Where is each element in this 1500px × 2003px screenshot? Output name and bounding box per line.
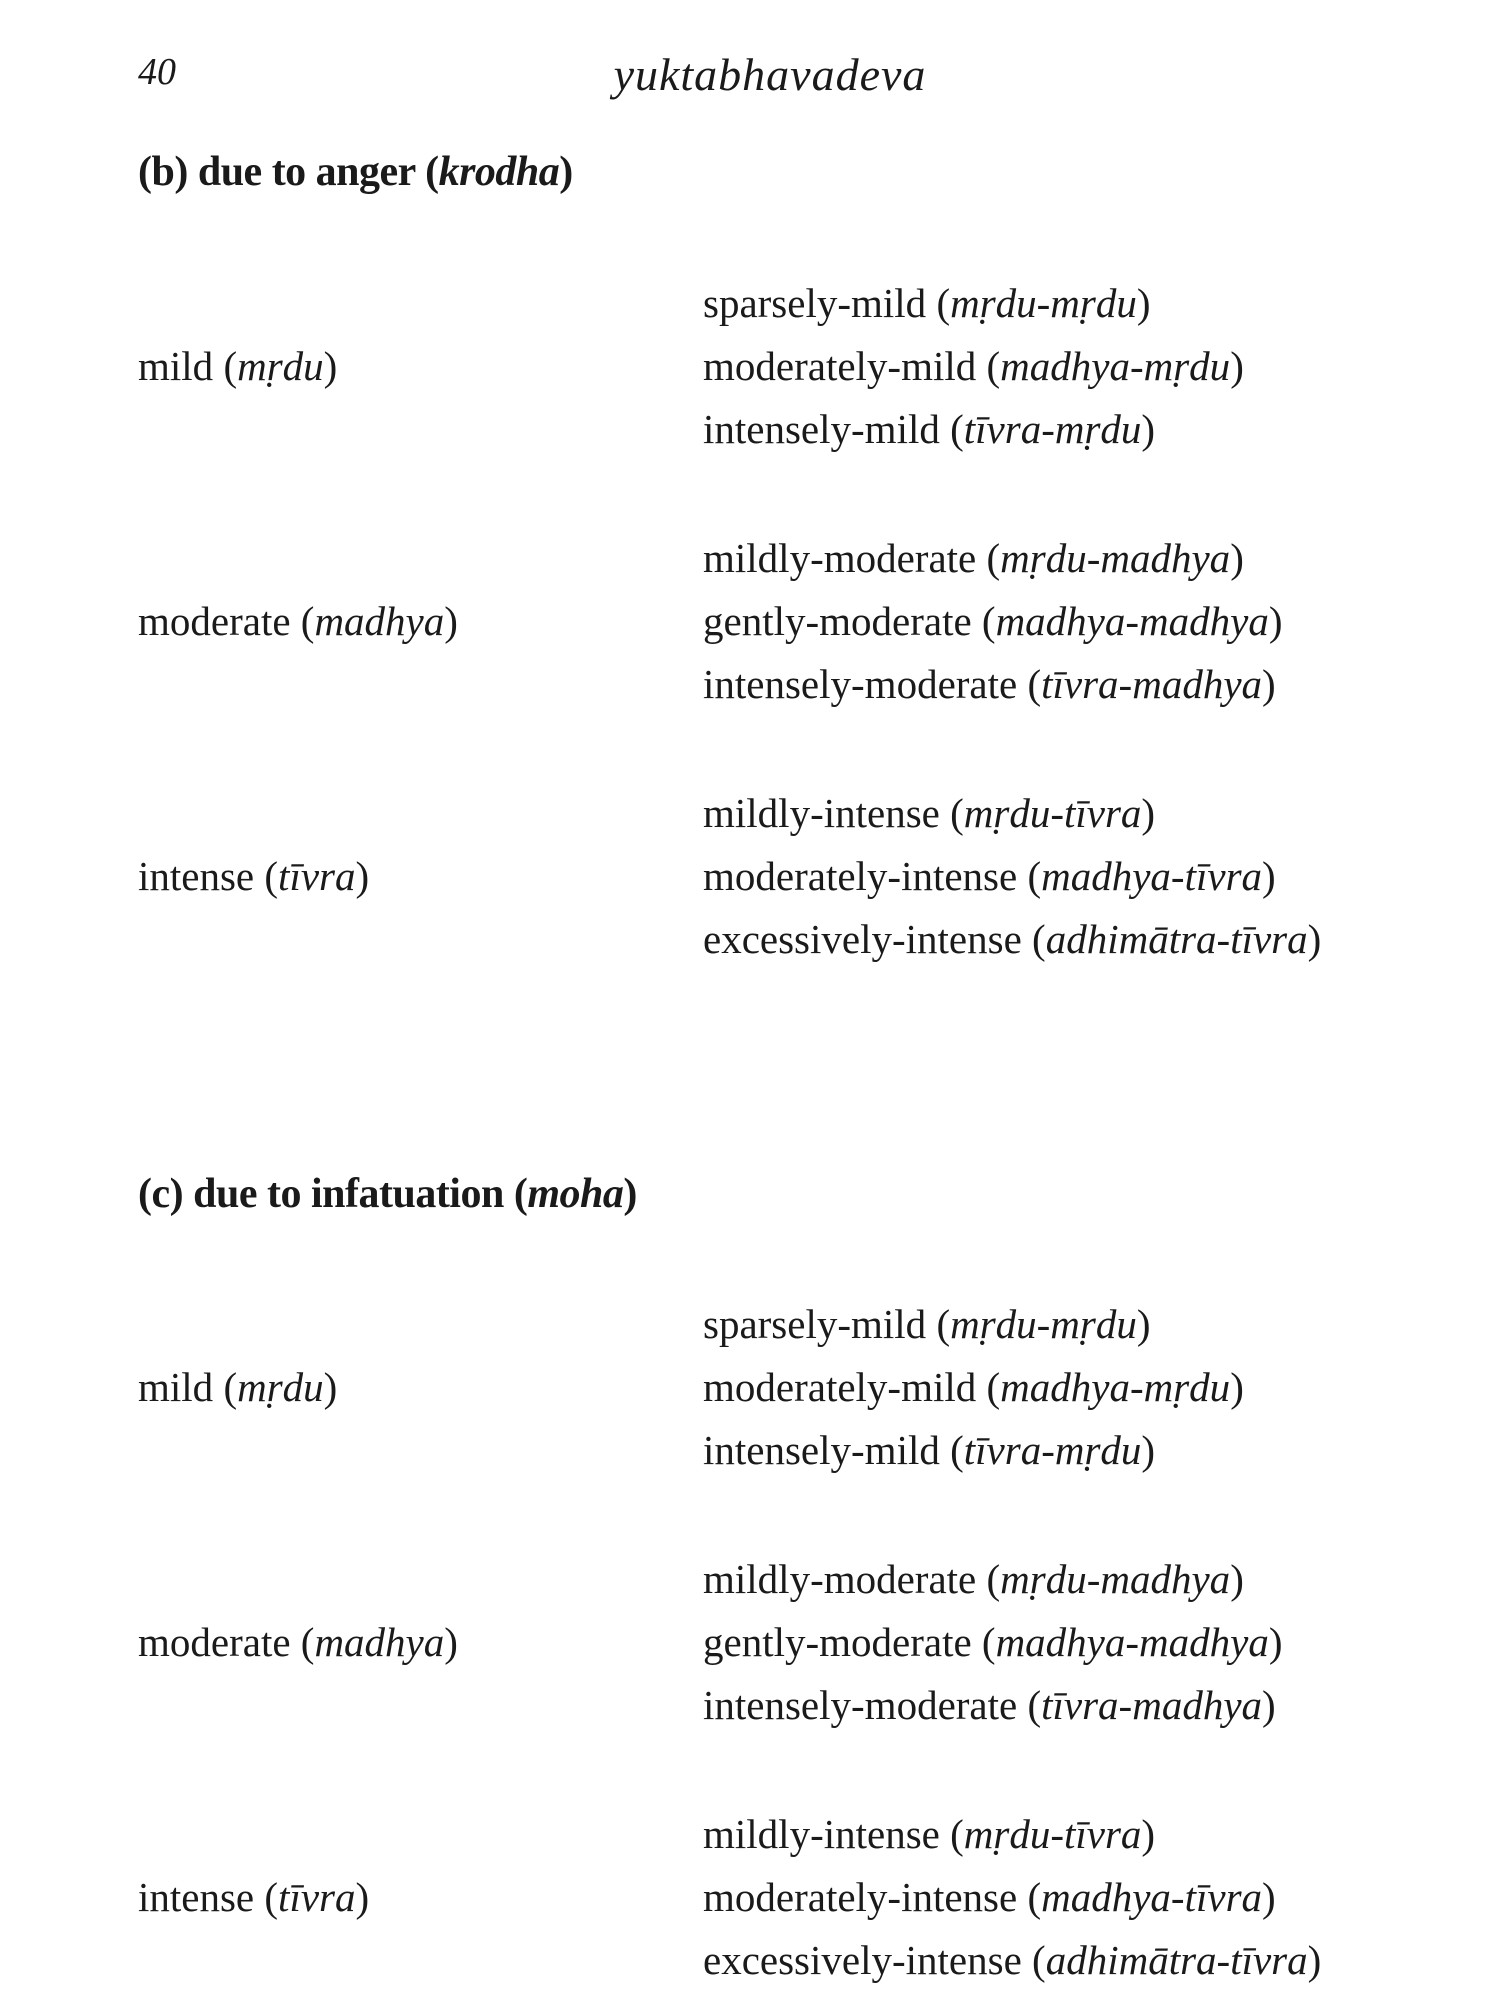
- list-item: [703, 1866, 1321, 1929]
- group-term: [138, 1866, 369, 1929]
- subdivision-list: [703, 1548, 1283, 1737]
- item-english: moderately-intense: [703, 1874, 1018, 1920]
- list-item: [703, 590, 1283, 653]
- page-number: 40: [138, 51, 176, 93]
- intensity-group: [0, 1293, 1500, 1493]
- subdivision-list: [703, 1293, 1244, 1482]
- list-item: [703, 1356, 1244, 1419]
- intensity-group: [0, 782, 1500, 982]
- item-sanskrit: ( madhya-mṛdu ): [987, 1364, 1244, 1410]
- list-item: [703, 845, 1321, 908]
- list-item: [703, 1803, 1321, 1866]
- item-english: intensely-mild: [703, 1427, 940, 1473]
- list-item: [703, 782, 1321, 845]
- item-sanskrit: ( mṛdu-madhya ): [987, 1556, 1244, 1602]
- list-item: [703, 272, 1244, 335]
- section-sanskrit: ( krodha ): [425, 149, 573, 195]
- list-item: [703, 653, 1283, 716]
- list-item: [703, 335, 1244, 398]
- item-english: gently-moderate: [703, 1619, 972, 1665]
- item-english: mildly-moderate: [703, 535, 977, 581]
- list-item: [703, 1419, 1244, 1482]
- group-term: [138, 845, 369, 908]
- item-english: moderately-mild: [703, 1364, 977, 1410]
- list-item: [703, 1929, 1321, 1992]
- item-english: mildly-intense: [703, 790, 940, 836]
- term-english: mild: [138, 1364, 214, 1410]
- item-sanskrit: ( madhya-mṛdu ): [987, 343, 1244, 389]
- list-item: [703, 398, 1244, 461]
- subdivision-list: [703, 272, 1244, 461]
- intensity-group: [0, 1803, 1500, 2003]
- item-sanskrit: ( tīvra-mṛdu ): [950, 1427, 1155, 1473]
- item-sanskrit: ( madhya-tīvra ): [1027, 853, 1275, 899]
- term-sanskrit: ( mṛdu ): [223, 1364, 337, 1410]
- subdivision-list: [703, 1803, 1321, 1992]
- item-english: intensely-moderate: [703, 661, 1018, 707]
- item-english: excessively-intense: [703, 916, 1022, 962]
- list-item: [703, 1548, 1283, 1611]
- list-item: [703, 908, 1321, 971]
- item-sanskrit: ( mṛdu-tīvra ): [950, 1811, 1155, 1857]
- item-sanskrit: ( mṛdu-mṛdu ): [936, 1301, 1150, 1347]
- item-english: sparsely-mild: [703, 1301, 927, 1347]
- item-english: gently-moderate: [703, 598, 972, 644]
- item-english: sparsely-mild: [703, 280, 927, 326]
- subdivision-list: [703, 527, 1283, 716]
- item-sanskrit: ( tīvra-madhya ): [1027, 661, 1275, 707]
- item-sanskrit: ( adhimātra-tīvra ): [1032, 916, 1321, 962]
- item-sanskrit: ( mṛdu-madhya ): [987, 535, 1244, 581]
- item-english: intensely-moderate: [703, 1682, 1018, 1728]
- group-term: [138, 1356, 337, 1419]
- item-sanskrit: ( madhya-madhya ): [982, 598, 1283, 644]
- section-label: (c) due to infatuation: [138, 1171, 504, 1217]
- intensity-group: [0, 1548, 1500, 1748]
- term-sanskrit: ( mṛdu ): [223, 343, 337, 389]
- group-term: [138, 1611, 458, 1674]
- running-title: yuktabhavadeva: [613, 49, 927, 100]
- term-sanskrit: ( madhya ): [301, 1619, 458, 1665]
- intensity-group: [0, 272, 1500, 472]
- item-sanskrit: ( madhya-madhya ): [982, 1619, 1283, 1665]
- item-sanskrit: ( tīvra-mṛdu ): [950, 406, 1155, 452]
- list-item: [703, 527, 1283, 590]
- item-english: mildly-intense: [703, 1811, 940, 1857]
- item-sanskrit: ( tīvra-madhya ): [1027, 1682, 1275, 1728]
- item-sanskrit: ( mṛdu-tīvra ): [950, 790, 1155, 836]
- intensity-group: [0, 527, 1500, 727]
- item-english: mildly-moderate: [703, 1556, 977, 1602]
- term-sanskrit: ( tīvra ): [264, 1874, 369, 1920]
- section-heading: [138, 148, 573, 196]
- term-english: moderate: [138, 598, 291, 644]
- item-sanskrit: ( mṛdu-mṛdu ): [936, 280, 1150, 326]
- term-english: mild: [138, 343, 214, 389]
- item-english: intensely-mild: [703, 406, 940, 452]
- term-sanskrit: ( tīvra ): [264, 853, 369, 899]
- list-item: [703, 1674, 1283, 1737]
- section-heading: [138, 1170, 637, 1218]
- term-sanskrit: ( madhya ): [301, 598, 458, 644]
- item-english: moderately-mild: [703, 343, 977, 389]
- term-english: intense: [138, 853, 255, 899]
- group-term: [138, 590, 458, 653]
- item-english: moderately-intense: [703, 853, 1018, 899]
- item-english: excessively-intense: [703, 1937, 1022, 1983]
- term-english: intense: [138, 1874, 255, 1920]
- list-item: [703, 1611, 1283, 1674]
- item-sanskrit: ( adhimātra-tīvra ): [1032, 1937, 1321, 1983]
- list-item: [703, 1293, 1244, 1356]
- term-english: moderate: [138, 1619, 291, 1665]
- group-term: [138, 335, 337, 398]
- item-sanskrit: ( madhya-tīvra ): [1027, 1874, 1275, 1920]
- subdivision-list: [703, 782, 1321, 971]
- section-sanskrit: ( moha ): [514, 1171, 637, 1217]
- section-label: (b) due to anger: [138, 149, 416, 195]
